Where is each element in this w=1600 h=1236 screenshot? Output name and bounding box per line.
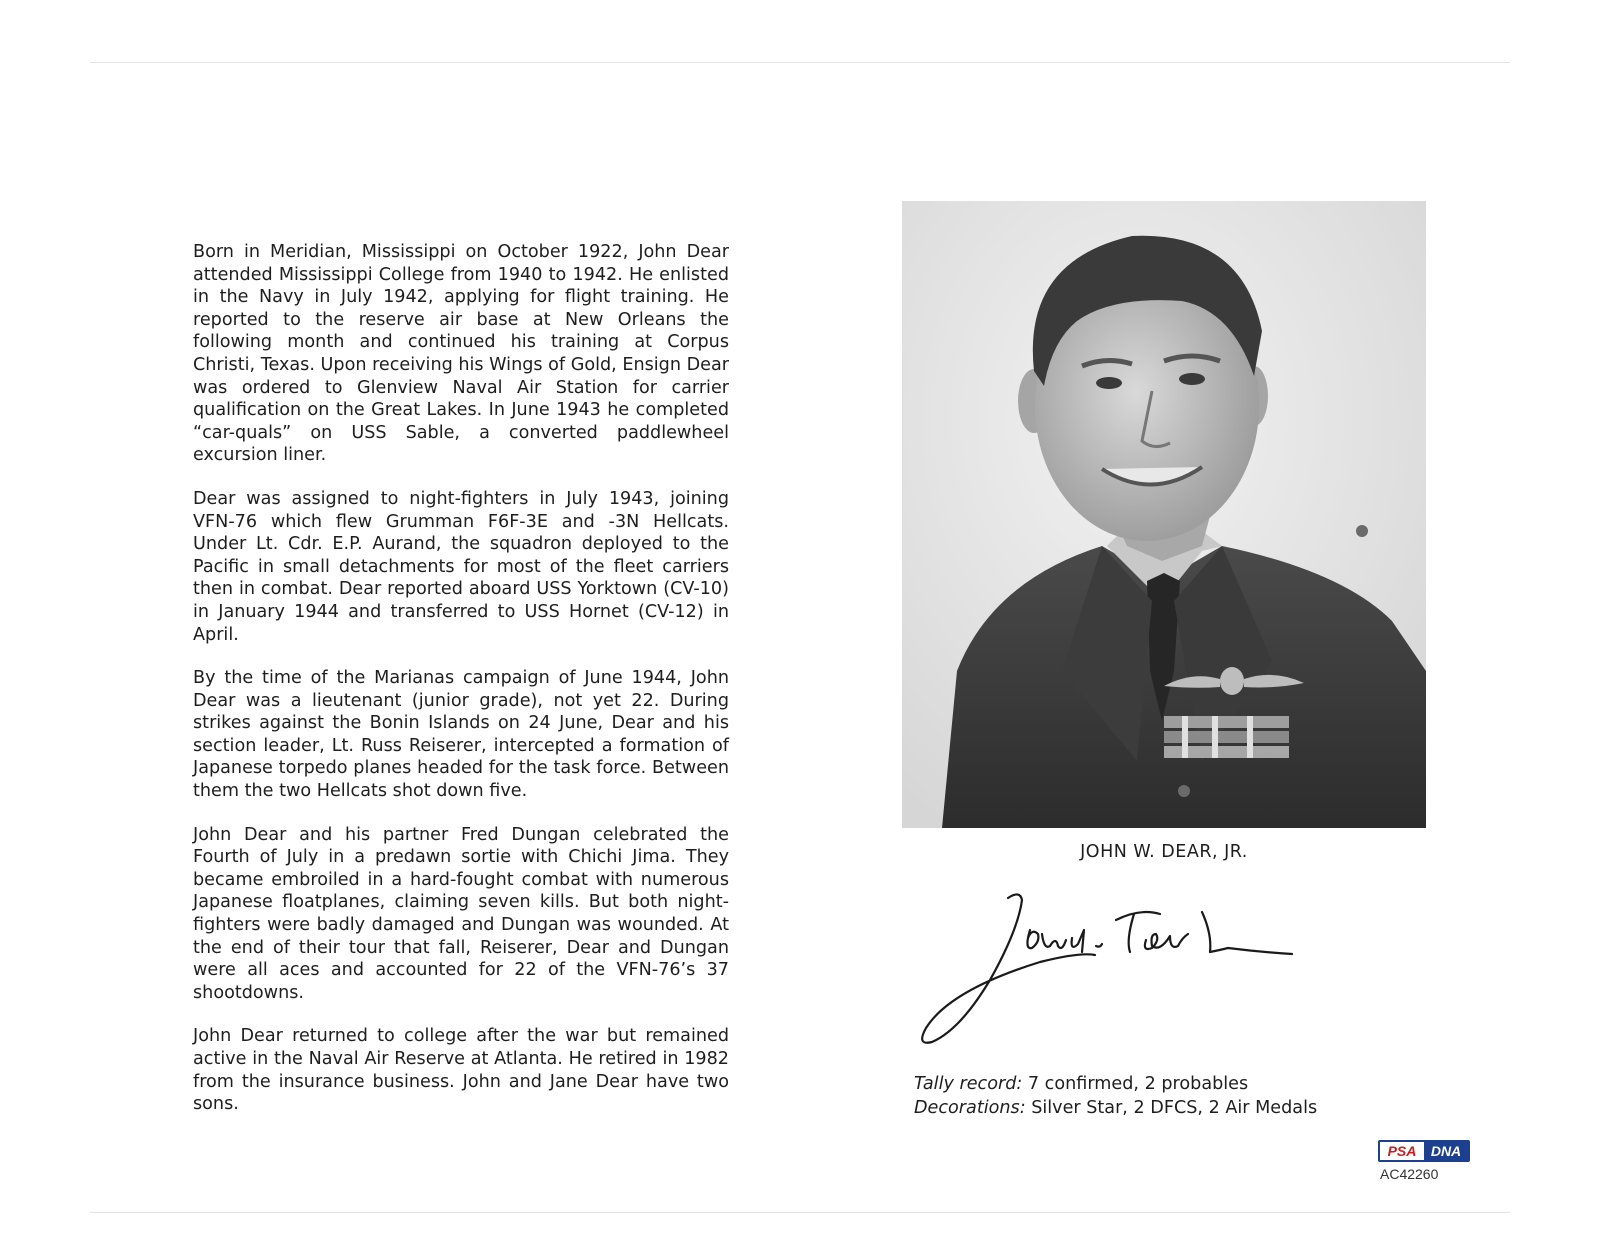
bio-paragraph-4: John Dear and his partner Fred Dungan celebrated the Fourth of July in a predawn sortie with Chichi Jima. They became embroiled in a hard-fought combat with numerous Japanese floatplanes, claiming seven kills. But both night-fighters were badly damaged and Dungan was wounded. At the end of their tour that fall, Reiserer, Dear and Dungan were all aces and accounted for 22 of the VFN-76’s 37 shootdowns. xyxy=(193,824,729,1003)
portrait-caption: JOHN W. DEAR, JR. xyxy=(1080,842,1248,862)
tally-record-value: 7 confirmed, 2 probables xyxy=(1027,1074,1249,1094)
authentication-code: AC42260 xyxy=(1380,1166,1439,1182)
psa-logo-text: PSA xyxy=(1380,1142,1424,1160)
bio-paragraph-1: Born in Meridian, Mississippi on October 1922, John Dear attended Mississippi College from 1940 to 1942. He enlisted in the Navy in July 1942, applying for flight training. He reported to the reserve air base at New Orleans the following month and continued his training at Corpus Christi, Texas. Upon receiving his Wings of Gold, Ensign Dear was ordered to Glenview Naval Air Station for carrier qualification on the Great Lakes. In June 1943 he completed “car-quals” on USS Sable, a converted paddlewheel excursion liner. xyxy=(193,242,729,466)
decorations-line xyxy=(914,1096,1317,1120)
authentication-sticker xyxy=(1378,1140,1478,1190)
biography-text xyxy=(193,241,729,1137)
page-edge-bottom xyxy=(90,1212,1510,1213)
tally-record-label: Tally record: xyxy=(914,1074,1023,1094)
portrait-illustration xyxy=(902,201,1426,828)
autograph-signature xyxy=(920,890,1340,1060)
bio-paragraph-5: John Dear returned to college after the war but remained active in the Naval Air Reserve at Atlanta. He retired in 1982 from the insurance business. John and Jane Dear have two sons. xyxy=(193,1026,729,1115)
decorations-value: Silver Star, 2 DFCS, 2 Air Medals xyxy=(1031,1098,1318,1118)
page-edge-top xyxy=(90,62,1510,63)
psa-dna-logo xyxy=(1378,1140,1470,1162)
signature-drawing xyxy=(920,890,1340,1060)
tally-record-line xyxy=(914,1072,1317,1096)
dna-logo-text: DNA xyxy=(1424,1142,1468,1160)
bio-paragraph-2: Dear was assigned to night-fighters in July 1943, joining VFN-76 which flew Grumman F6F-3E and -3N Hellcats. Under Lt. Cdr. E.P. Aurand, the squadron deployed to the Pacific in small detachments for most of the fleet carriers then in combat. Dear reported aboard USS Yorktown (CV-10) in January 1944 and transferred to USS Hornet (CV-12) in April. xyxy=(193,488,729,645)
service-record xyxy=(914,1072,1317,1120)
portrait-photo xyxy=(902,201,1426,828)
bio-paragraph-3: By the time of the Marianas campaign of June 1944, John Dear was a lieutenant (junior grade), not yet 22. During strikes against the Bonin Islands on 24 June, Dear and his section leader, Lt. Russ Reiserer, intercepted a formation of Japanese torpedo planes headed for the task force. Between them the two Hellcats shot down five. xyxy=(193,668,729,802)
decorations-label: Decorations: xyxy=(914,1098,1026,1118)
